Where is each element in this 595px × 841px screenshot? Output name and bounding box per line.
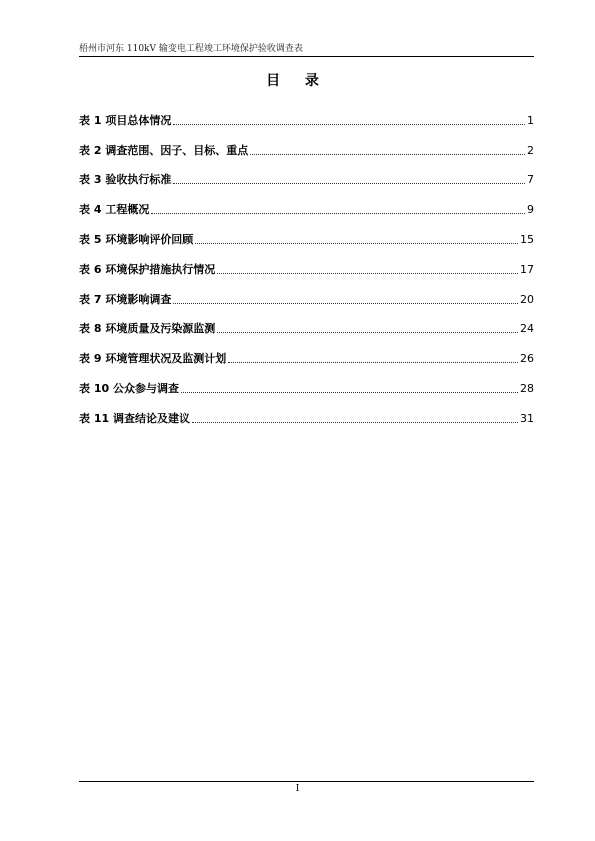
toc-entry[interactable] [79, 339, 534, 369]
toc-entry-page: 1 [527, 113, 534, 127]
toc-leader-dots [181, 392, 518, 393]
toc-entry[interactable] [79, 280, 534, 310]
toc-entry-label: 表 5 环境影响评价回顾 [79, 232, 194, 246]
toc-leader-dots [228, 362, 518, 363]
toc-leader-dots [217, 273, 518, 274]
toc-entry-page: 28 [520, 381, 534, 395]
toc-leader-dots [192, 422, 518, 423]
header-divider [79, 56, 534, 57]
toc-leader-dots [151, 213, 525, 214]
toc-entry[interactable] [79, 101, 534, 131]
toc-entry[interactable] [79, 131, 534, 161]
toc-entry-label: 表 3 验收执行标准 [79, 173, 172, 187]
toc-entry[interactable] [79, 220, 534, 250]
toc-entry-label: 表 11 调查结论及建议 [79, 411, 190, 425]
toc-entry-label: 表 9 环境管理状况及监测计划 [79, 352, 227, 366]
toc-leader-dots [195, 243, 518, 244]
toc-entry[interactable] [79, 310, 534, 340]
toc-entry-label: 表 4 工程概况 [79, 203, 150, 217]
toc-entry-page: 7 [527, 173, 534, 187]
toc-entry[interactable] [79, 399, 534, 429]
toc-entry-page: 15 [520, 232, 534, 246]
toc-entry[interactable] [79, 190, 534, 220]
toc-list [79, 101, 534, 429]
page-number: I [295, 784, 300, 794]
toc-entry-page: 17 [520, 262, 534, 276]
toc-entry-label: 表 8 环境质量及污染源监测 [79, 322, 216, 336]
toc-entry-page: 9 [527, 203, 534, 217]
running-header: 梧州市河东 110kV 输变电工程竣工环境保护验收调查表 [79, 44, 303, 54]
toc-leader-dots [250, 154, 525, 155]
toc-leader-dots [173, 183, 525, 184]
toc-entry-label: 表 6 环境保护措施执行情况 [79, 262, 216, 276]
toc-entry-page: 24 [520, 322, 534, 336]
toc-entry[interactable] [79, 161, 534, 191]
toc-entry-label: 表 2 调查范围、因子、目标、重点 [79, 143, 249, 157]
toc-leader-dots [173, 124, 525, 125]
toc-entry-page: 2 [527, 143, 534, 157]
toc-title: 目 录 [266, 73, 329, 89]
footer-divider [79, 781, 534, 782]
toc-leader-dots [173, 303, 518, 304]
toc-entry-label: 表 1 项目总体情况 [79, 113, 172, 127]
toc-leader-dots [217, 332, 518, 333]
toc-entry-page: 20 [520, 292, 534, 306]
toc-entry[interactable] [79, 250, 534, 280]
toc-entry-label: 表 10 公众参与调查 [79, 381, 179, 395]
toc-entry-label: 表 7 环境影响调查 [79, 292, 172, 306]
toc-entry[interactable] [79, 369, 534, 399]
toc-entry-page: 26 [520, 352, 534, 366]
toc-entry-page: 31 [520, 411, 534, 425]
